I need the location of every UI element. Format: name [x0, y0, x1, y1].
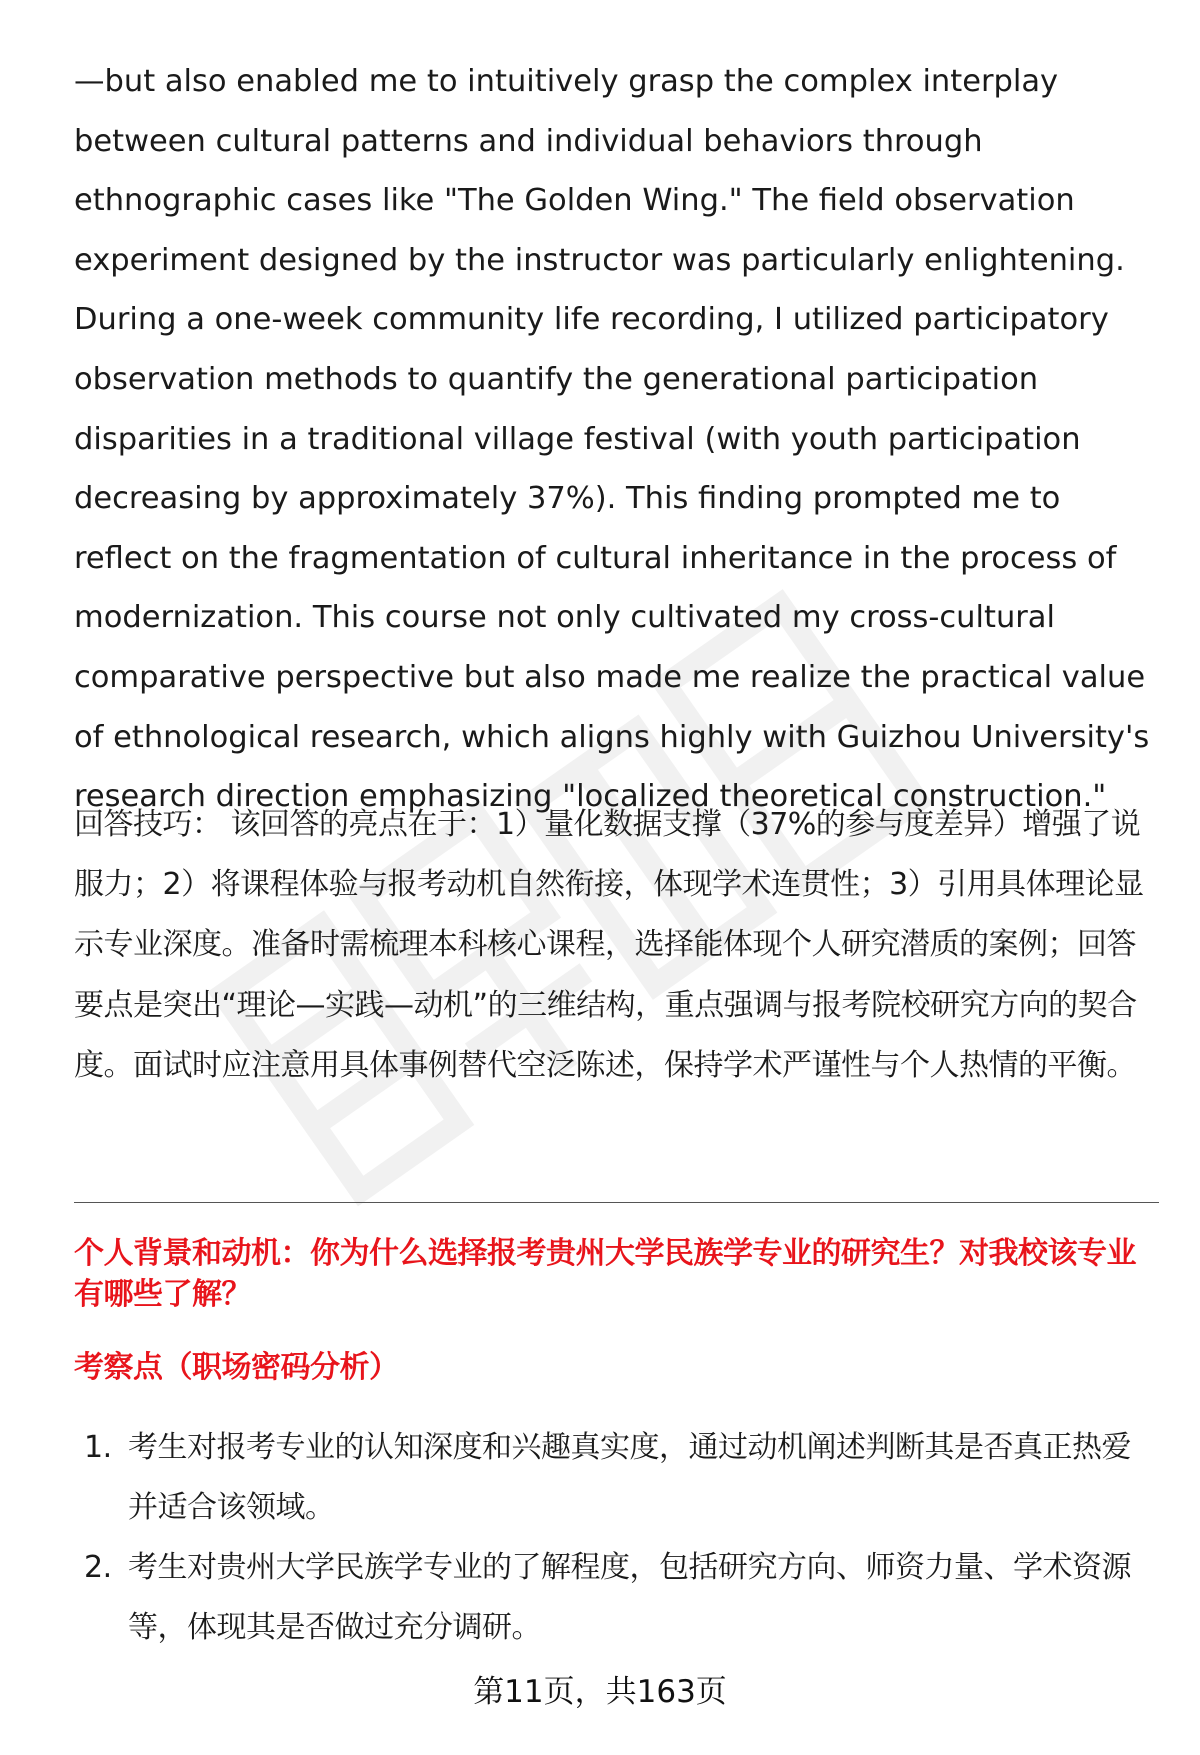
section-divider: [74, 1202, 1159, 1203]
list-item-number: 1.: [84, 1430, 112, 1465]
list-item-text: 考生对报考专业的认知深度和兴趣真实度，通过动机阐述判断其是否真正热爱并适合该领域。: [128, 1430, 1131, 1525]
list-item: [74, 1538, 1159, 1658]
interview-question: 个人背景和动机：你为什么选择报考贵州大学民族学专业的研究生？对我校该专业有哪些了解？: [74, 1236, 1136, 1312]
assessment-points-list: [74, 1418, 1159, 1658]
answer-tip: 回答技巧： 该回答的亮点在于：1）量化数据支撑（37%的参与度差异）增强了说服力；2）将课程体验与报考动机自然衔接，体现学术连贯性；3）引用具体理论显示专业深度。准备时需梳理本科核心课程，选择能体现个人研究潜质的案例；回答要点是突出“理论—实践—动机”的三维结构，重点强调与报考院校研究方向的契合度。面试时应注意用具体事例替代空泛陈述，保持学术严谨性与个人热情的平衡。: [74, 807, 1144, 1083]
list-item-text: 考生对贵州大学民族学专业的了解程度，包括研究方向、师资力量、学术资源等，体现其是否做过充分调研。: [128, 1550, 1131, 1645]
page-number-footer: 第11页，共163页: [473, 1674, 727, 1710]
list-item: [74, 1418, 1159, 1538]
section-heading: 考察点（职场密码分析）: [74, 1350, 399, 1385]
list-item-number: 2.: [84, 1550, 112, 1585]
body-paragraph: —but also enabled me to intuitively grasp the complex interplay between cultural patterns and individual behaviors through ethnographic cases like "The Golden Wing." The field observation experiment designed by the instructor was particularly enlightening. During a one-week community life recording, I utilized participatory observation methods to quantify the generational participation disparities in a traditional village festival (with youth participation decreasing by approximately 37%). This finding prompted me to reflect on the fragmentation of cultural inheritance in the process of modernization. This course not only cultivated my cross-cultural comparative perspective but also made me realize the practical value of ethnological research, which aligns highly with Guizhou University's research direction emphasizing "localized theoretical construction.": [74, 64, 1150, 815]
